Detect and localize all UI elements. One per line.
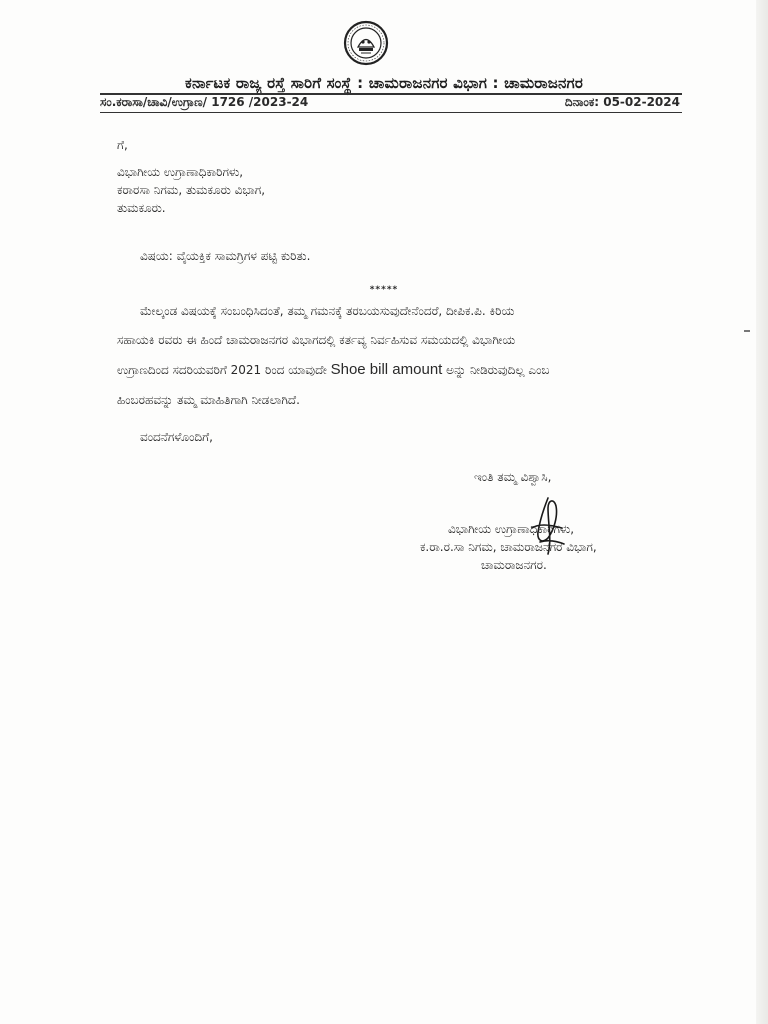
scan-mark [744, 330, 750, 332]
section-separator: ***** [369, 285, 399, 295]
salutation-to: ಗೆ, [117, 138, 128, 152]
closing-yours-faithfully: ಇಂತಿ ತಮ್ಮ ವಿಶ್ವಾಸಿ, [474, 470, 552, 484]
body-line [117, 361, 690, 379]
body-english-term: Shoe bill amount [330, 361, 443, 378]
letter-date: ದಿನಾಂಕ: 05-02-2024 [564, 95, 680, 109]
closing-regards: ವಂದನೆಗಳೊಂದಿಗೆ, [140, 430, 213, 444]
ksrtc-emblem-icon [343, 20, 389, 66]
recipient-office: ಕರಾರಸಾ ನಿಗಮ, ತುಮಕೂರು ವಿಭಾಗ, [117, 183, 266, 197]
body-text-fragment: ಉಗ್ರಾಣದಿಂದ ಸದರಿಯವರಿಗೆ 2021 ರಿಂದ ಯಾವುದೇ [117, 363, 331, 377]
signatory-office: ಕ.ರಾ.ರ.ಸಾ ನಿಗಮ, ಚಾಮರಾಜನಗರ ವಿಭಾಗ, [420, 540, 597, 554]
reference-number: ಸಂ.ಕರಾಸಾ/ಚಾವಿ/ಉಗ್ರಾಣ/ 1726 /2023-24 [100, 95, 309, 109]
signatory-city: ಚಾಮರಾಜನಗರ. [481, 558, 547, 572]
body-text-fragment: ಅನ್ನು ನೀಡಿರುವುದಿಲ್ಲ ಎಂಬ [442, 363, 550, 377]
body-line: ಸಹಾಯಕಿ ರವರು ಈ ಹಿಂದೆ ಚಾಮರಾಜನಗರ ವಿಭಾಗದಲ್ಲಿ ಕರ್ತವ್ಯ ನಿರ್ವಹಿಸುವ ಸಮಯದಲ್ಲಿ ವಿಭಾಗೀಯ [117, 333, 516, 347]
body-line: ಮೇಲ್ಕಂಡ ವಿಷಯಕ್ಕೆ ಸಂಬಂಧಿಸಿದಂತೆ, ತಮ್ಮ ಗಮನಕ್ಕೆ ತರಬಯಸುವುದೇನೆಂದರೆ, ದೀಪಿಕ.ಪಿ. ಕಿರಿಯ [140, 304, 515, 318]
letter-subject: ವಿಷಯ: ವೈಯಕ್ತಿಕ ಸಾಮಗ್ರಿಗಳ ಪಟ್ಟಿ ಕುರಿತು. [140, 249, 311, 263]
paper-edge-shadow [756, 0, 768, 1024]
recipient-designation: ವಿಭಾಗೀಯ ಉಗ್ರಾಣಾಧಿಕಾರಿಗಳು, [117, 165, 244, 179]
signatory-designation: ವಿಭಾಗೀಯ ಉಗ್ರಾಣಾಧಿಕಾರಿಗಳು, [448, 522, 575, 536]
recipient-city: ತುಮಕೂರು. [117, 201, 166, 215]
organization-title: ಕರ್ನಾಟಕ ರಾಜ್ಯ ರಸ್ತೆ ಸಾರಿಗೆ ಸಂಸ್ಥೆ : ಚಾಮರಾಜನಗರ ವಿಭಾಗ : ಚಾಮರಾಜನಗರ [185, 74, 583, 92]
body-line: ಹಿಂಬರಹವನ್ನು ತಮ್ಮ ಮಾಹಿತಿಗಾಗಿ ನೀಡಲಾಗಿದೆ. [117, 393, 300, 407]
header-rule-bottom [100, 112, 682, 113]
